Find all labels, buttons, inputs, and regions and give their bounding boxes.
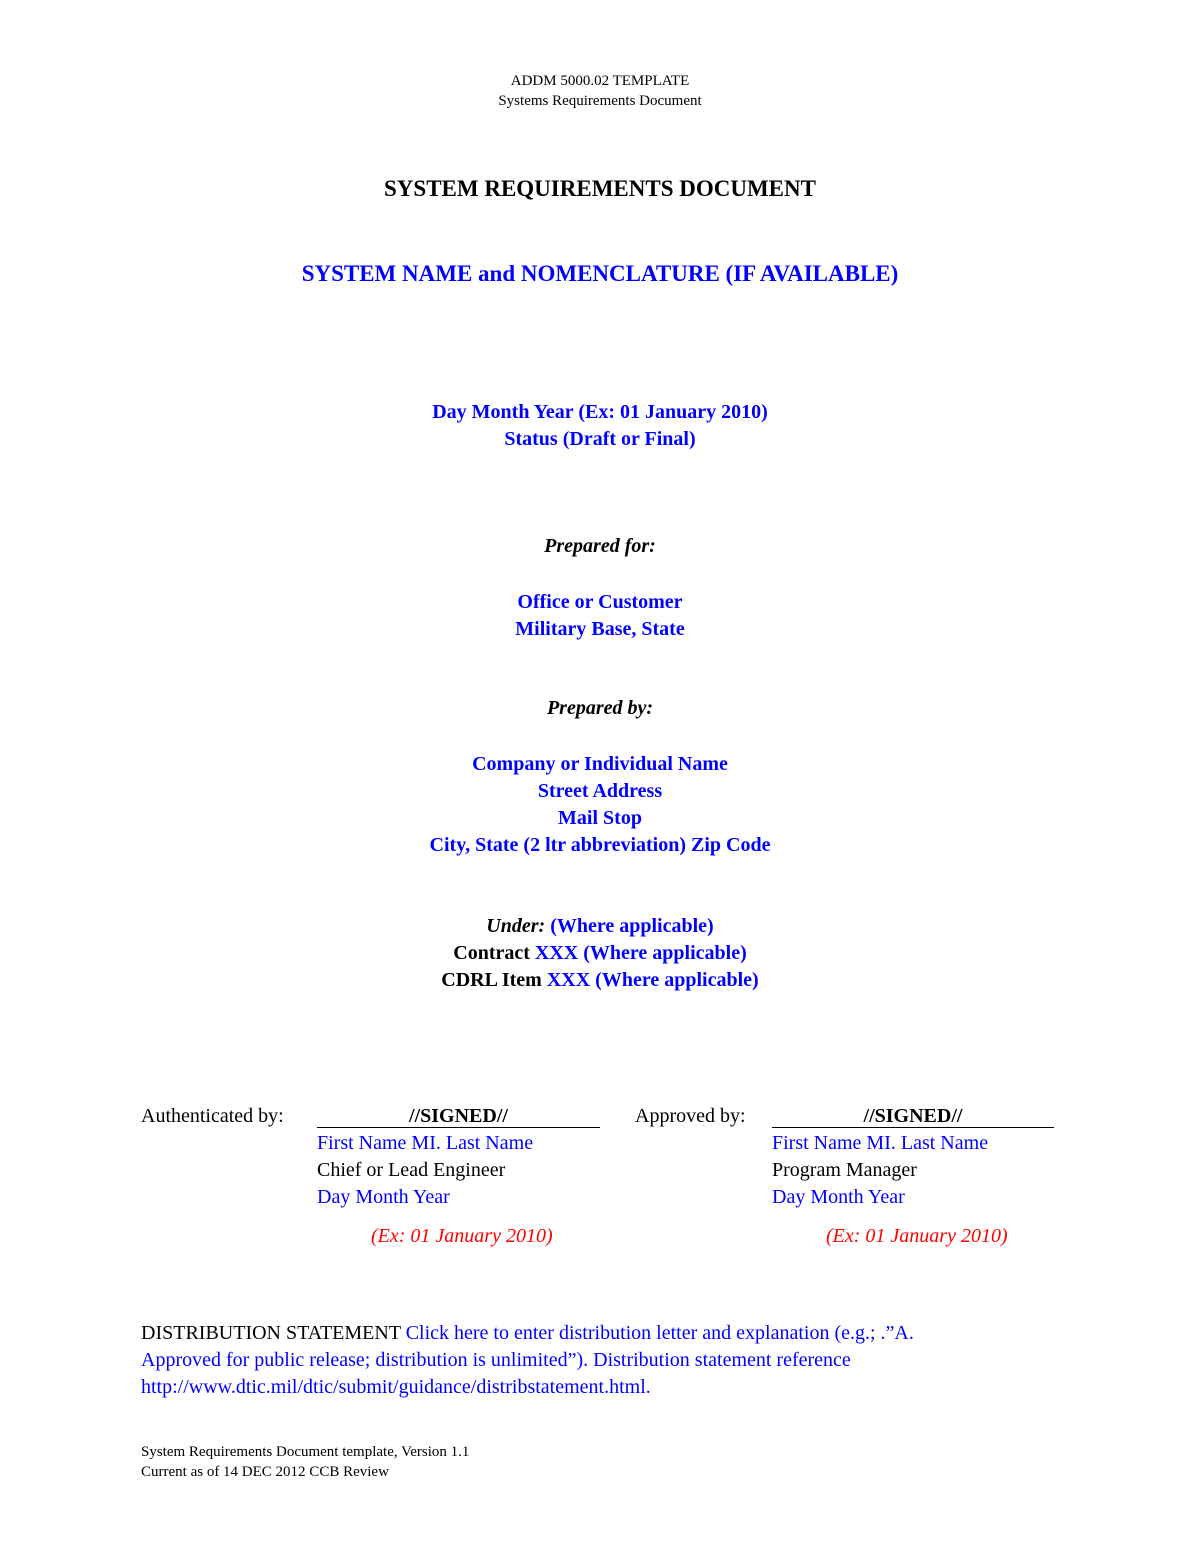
system-name: SYSTEM NAME and NOMENCLATURE (IF AVAILABLE) xyxy=(301,261,899,286)
authenticated-details xyxy=(317,1130,533,1211)
approved-signed: //SIGNED// xyxy=(772,1105,1054,1128)
authenticated-role: Chief or Lead Engineer xyxy=(317,1159,506,1181)
contract-block xyxy=(0,913,1200,994)
prepared-by-mailstop: Mail Stop xyxy=(558,807,642,829)
distribution-line-1 xyxy=(141,1320,1061,1347)
approved-by-label: Approved by: xyxy=(635,1105,746,1127)
contract-label: Contract xyxy=(453,942,530,964)
authenticated-date: Day Month Year xyxy=(317,1186,450,1208)
approved-signature xyxy=(772,1103,1054,1130)
contract-value: XXX (Where applicable) xyxy=(534,942,747,964)
distribution-statement xyxy=(141,1320,1061,1401)
under-label: Under: xyxy=(486,915,546,937)
header-doc-type: Systems Requirements Document xyxy=(498,93,702,109)
prepared-by-label: Prepared by: xyxy=(546,697,654,719)
prepared-by-street: Street Address xyxy=(537,780,663,802)
prepared-by-block xyxy=(0,751,1200,859)
approved-date-example: (Ex: 01 January 2010) xyxy=(826,1225,1008,1247)
under-where: (Where applicable) xyxy=(550,915,714,937)
cdrl-value: XXX (Where applicable) xyxy=(546,969,759,991)
distribution-placeholder[interactable]: Click here to enter distribution letter and explanation (e.g.; .”A. xyxy=(405,1322,914,1344)
prepared-by-company: Company or Individual Name xyxy=(472,753,728,775)
under-line xyxy=(0,913,1200,940)
document-status: Status (Draft or Final) xyxy=(504,428,696,450)
footer-version: System Requirements Document template, Version 1.1 xyxy=(141,1444,470,1460)
approved-role: Program Manager xyxy=(772,1159,917,1181)
prepared-for-office: Office or Customer xyxy=(517,591,683,613)
approved-details xyxy=(772,1130,988,1211)
prepared-by-city: City, State (2 ltr abbreviation) Zip Code xyxy=(429,834,771,856)
prepared-for-location: Military Base, State xyxy=(515,618,685,640)
page-header xyxy=(0,71,1200,111)
distribution-line-2: Approved for public release; distribution is unlimited”). Distribution statement reference xyxy=(141,1349,851,1371)
distribution-label: DISTRIBUTION STATEMENT xyxy=(141,1322,401,1344)
prepared-for-block xyxy=(0,589,1200,643)
distribution-reference-link[interactable]: http://www.dtic.mil/dtic/submit/guidance/distribstatement.html. xyxy=(141,1376,651,1398)
authenticated-name: First Name MI. Last Name xyxy=(317,1132,534,1154)
cdrl-line xyxy=(0,967,1200,994)
approved-date: Day Month Year xyxy=(772,1186,905,1208)
document-date: Day Month Year (Ex: 01 January 2010) xyxy=(432,401,768,423)
cdrl-label: CDRL Item xyxy=(441,969,542,991)
header-template-id: ADDM 5000.02 TEMPLATE xyxy=(510,73,690,89)
contract-line xyxy=(0,940,1200,967)
document-title: SYSTEM REQUIREMENTS DOCUMENT xyxy=(384,176,816,201)
footer-review-date: Current as of 14 DEC 2012 CCB Review xyxy=(141,1464,389,1480)
authenticated-signature xyxy=(317,1103,600,1130)
authenticated-signed: //SIGNED// xyxy=(317,1105,600,1128)
page-footer xyxy=(141,1442,469,1482)
date-status-block xyxy=(0,399,1200,453)
authenticated-date-example: (Ex: 01 January 2010) xyxy=(371,1225,553,1247)
prepared-for-label: Prepared for: xyxy=(544,535,656,557)
authenticated-by-label: Authenticated by: xyxy=(141,1105,284,1127)
approved-name: First Name MI. Last Name xyxy=(772,1132,989,1154)
